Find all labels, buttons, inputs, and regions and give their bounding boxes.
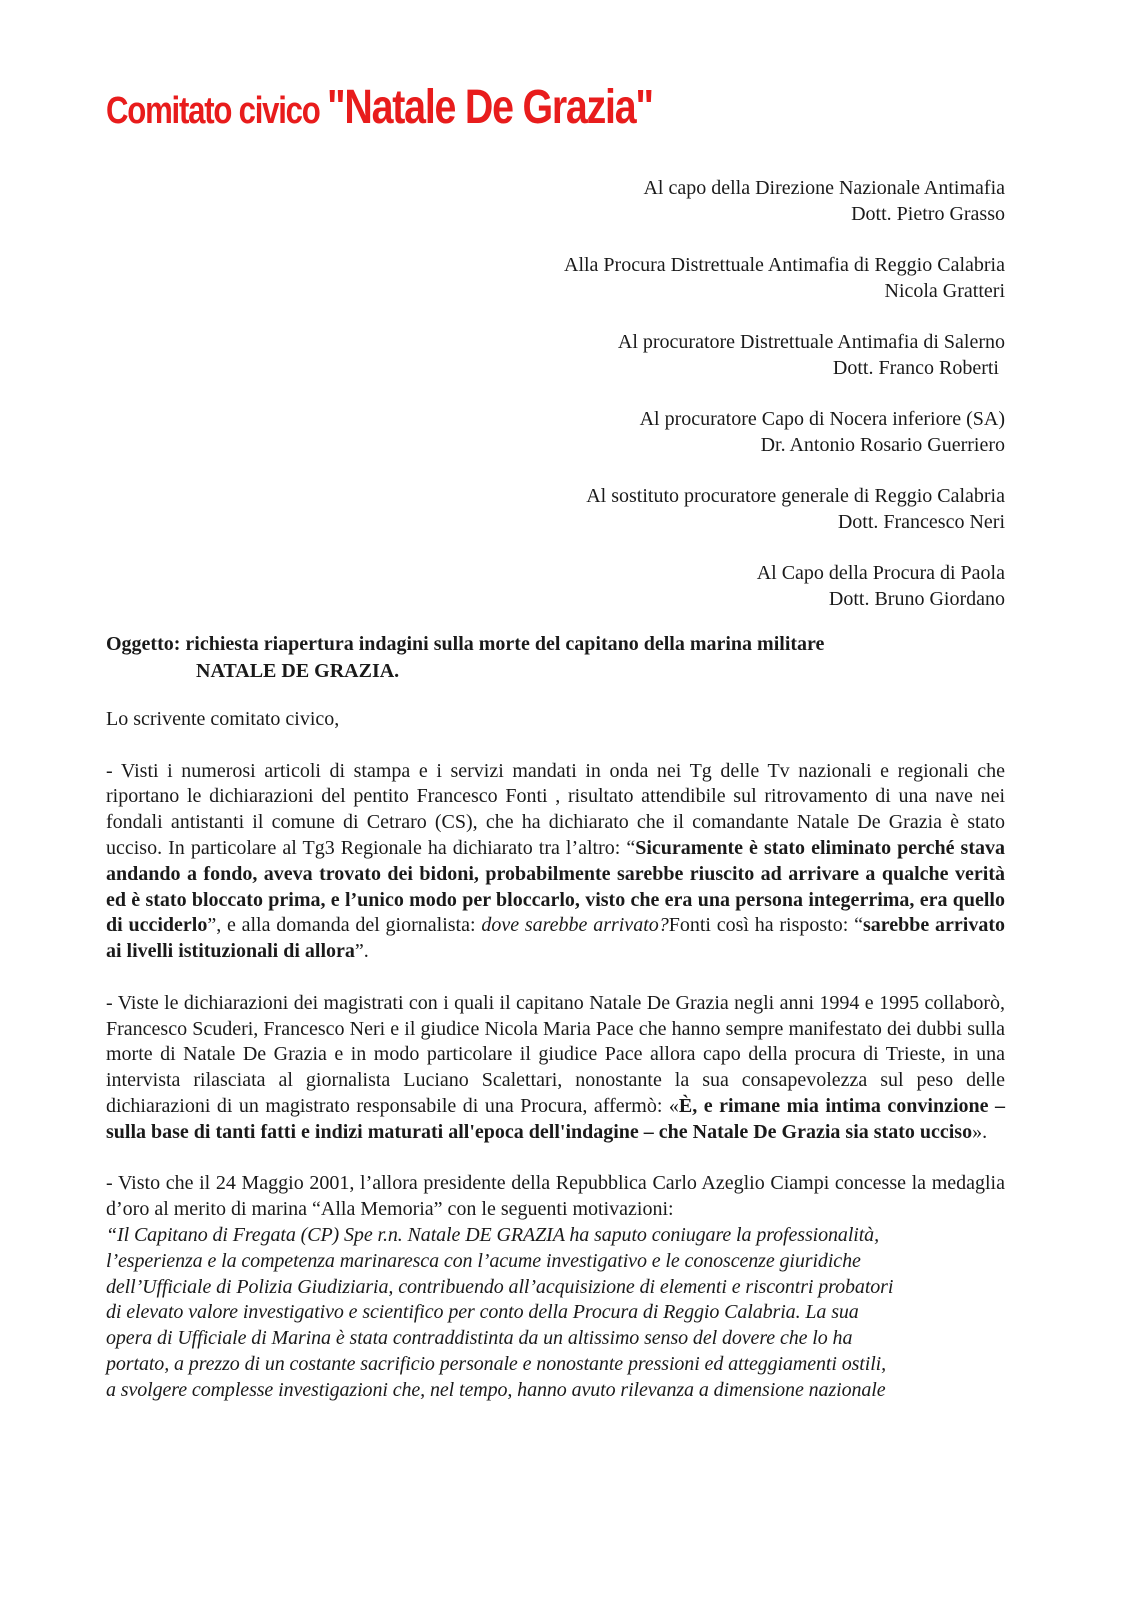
- answer-bold: sarebbe arrivato ai livelli istituzionali di allora: [106, 914, 1005, 963]
- recipient-person: Dr. Antonio Rosario Guerriero: [760, 434, 1005, 456]
- motivation-line: l’esperienza e la competenza marinaresca con l’acume investigativo e le conoscenze giuridiche: [106, 1249, 861, 1272]
- paragraph-text: ».: [972, 1120, 988, 1143]
- paragraph-magistrates: [106, 991, 1005, 1146]
- logo-text-small: Comitato civico: [106, 90, 327, 132]
- medal-motivation: [106, 1223, 1005, 1404]
- paragraph-text: - Viste le dichiarazioni dei magistrati con i quali il capitano Natale De Grazia negli anni 1994 e 1995 collaborò, Francesco Scuderi, Francesco Neri e il giudice Nicola Maria Pace che hanno sempre manifestato dei dubbi sulla morte di Natale De Grazia e in modo particolare il giudice Pace allora capo della procura di Trieste, in una intervista rilasciata al giornalista Luciano Scalettari, nonostante la sua consapevolezza sul peso delle dichiarazioni di un magistrato responsabile di una Procura, affermò: «: [106, 991, 1005, 1117]
- recipient-office: Al procuratore Capo di Nocera inferiore (SA): [639, 408, 1005, 430]
- quote-bold: Sicuramente è stato eliminato perché stava andando a fondo, aveva trovato dei bidoni, probabilmente sarebbe riuscito ad arrivare a qualche verità ed è stato bloccato prima, e l’unico modo per bloccarlo, visto che era una persona integerrima, era quello di ucciderlo: [106, 836, 1006, 937]
- recipient-office: Al capo della Direzione Nazionale Antimafia: [643, 177, 1005, 199]
- paragraph-text: - Visti i numerosi articoli di stampa e i servizi mandati in onda nei Tg delle Tv nazionali e regionali che riportano le dichiarazioni del pentito Francesco Fonti , risultato attendibile sul ritrovamento di una nave nei fondali antistanti il comune di Cetraro (CS), che ha dichiarato che il comandante Natale De Grazia è stato ucciso. In particolare al Tg3 Regionale ha dichiarato tra l’altro: “: [106, 759, 1005, 859]
- intro-paragraph: Lo scrivente comitato civico,: [106, 708, 340, 730]
- recipient-6: [564, 560, 1005, 612]
- paragraph-text: - Visto che il 24 Maggio 2001, l’allora presidente della Repubblica Carlo Azeglio Ciampi concesse la medaglia d’oro al merito di marina “Alla Memoria” con le seguenti motivazioni:: [106, 1172, 1005, 1221]
- motivation-line: dell’Ufficiale di Polizia Giudiziaria, contribuendo all’acquisizione di elementi e riscontri probatori: [106, 1275, 894, 1298]
- recipients-block: [564, 175, 1005, 637]
- committee-logo: [106, 80, 653, 135]
- motivation-line: portato, a prezzo di un costante sacrificio personale e nonostante pressioni ed atteggiamenti ostili,: [106, 1352, 887, 1375]
- recipient-person: Dott. Pietro Grasso: [851, 203, 1005, 225]
- question-italic: dove sarebbe arrivato?: [481, 914, 669, 937]
- subject-text: Oggetto: richiesta riapertura indagini sulla morte del capitano della marina militare: [106, 633, 825, 655]
- recipient-office: Al procuratore Distrettuale Antimafia di Salerno: [617, 331, 1005, 353]
- recipient-office: Alla Procura Distrettuale Antimafia di Reggio Calabria: [564, 254, 1005, 276]
- motivation-line: di elevato valore investigativo e scientifico per conto della Procura di Reggio Calabria. La sua: [106, 1301, 859, 1324]
- recipient-4: [564, 406, 1005, 458]
- letter-body: [106, 707, 1005, 1404]
- recipient-office: Al sostituto procuratore generale di Reggio Calabria: [586, 485, 1005, 507]
- recipient-2: [564, 252, 1005, 304]
- subject-line: [106, 631, 1006, 685]
- recipient-3: [564, 329, 1005, 381]
- motivation-line: “Il Capitano di Fregata (CP) Spe r.n. Natale DE GRAZIA ha saputo coniugare la professionalità,: [106, 1223, 879, 1246]
- paragraph-text: ”.: [354, 940, 369, 963]
- paragraph-fonti: [106, 759, 1005, 965]
- paragraph-medal: [106, 1171, 1005, 1223]
- recipient-person: Dott. Bruno Giordano: [828, 588, 1005, 610]
- recipient-1: [564, 175, 1005, 227]
- quote-bold: È, e rimane mia intima convinzione – sulla base di tanti fatti e indizi maturati all'epoca dell'indagine – che Natale De Grazia sia stato ucciso: [106, 1094, 1006, 1143]
- motivation-line: a svolgere complesse investigazioni che, nel tempo, hanno avuto rilevanza a dimensione nazionale: [106, 1378, 886, 1401]
- subject-name: NATALE DE GRAZIA.: [196, 660, 400, 682]
- recipient-person: Nicola Gratteri: [884, 280, 1005, 302]
- motivation-line: opera di Ufficiale di Marina è stata contraddistinta da un altissimo senso del dovere che lo ha: [106, 1327, 853, 1350]
- recipient-office: Al Capo della Procura di Paola: [756, 562, 1005, 584]
- recipient-5: [564, 483, 1005, 535]
- paragraph-text: Fonti così ha risposto: “: [668, 914, 863, 937]
- recipient-person: Dott. Franco Roberti: [832, 357, 999, 379]
- recipient-person: Dott. Francesco Neri: [837, 511, 1005, 533]
- paragraph-text: ”, e alla domanda del giornalista:: [207, 914, 482, 937]
- logo-text-large: "Natale De Grazia": [326, 81, 653, 134]
